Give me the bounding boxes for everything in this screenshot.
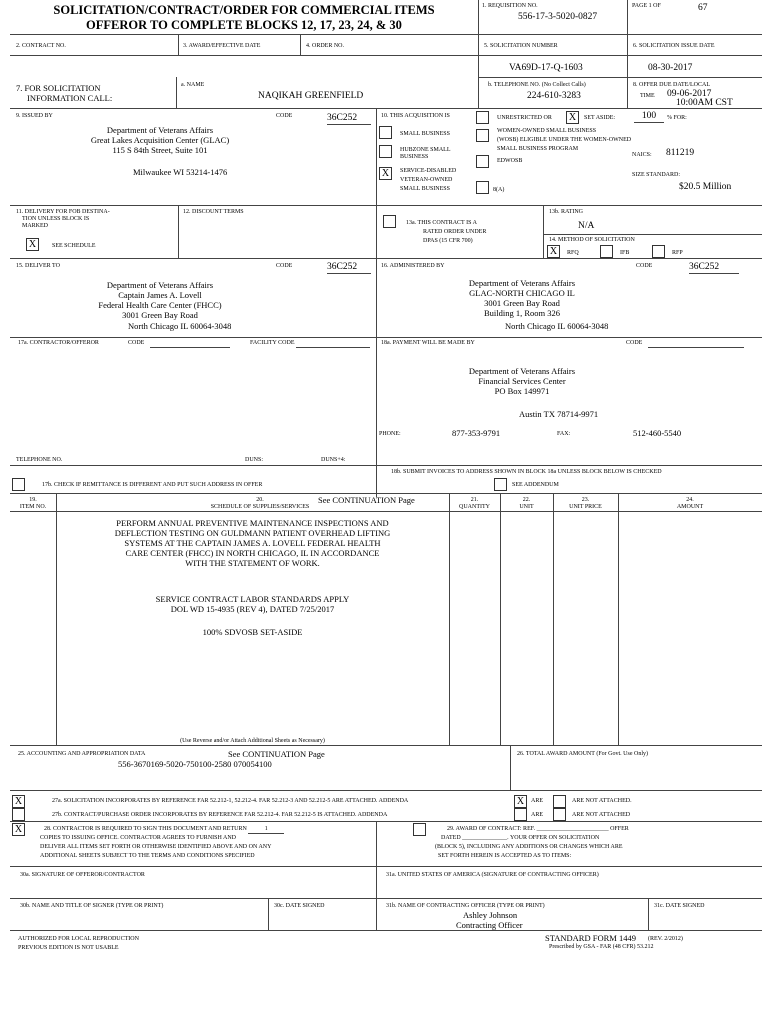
col-item-no-header — [10, 497, 56, 511]
28-copies[interactable]: 1 — [248, 826, 284, 834]
payment-code-label: CODE — [626, 340, 643, 346]
administered-by-line1: Department of Veterans Affairs — [468, 278, 576, 288]
deliver-to-line3: Federal Health Care Center (FHCC) — [98, 300, 222, 310]
issued-by-code-label: CODE — [276, 113, 293, 119]
28-line1-text: 28. CONTRACTOR IS REQUIRED TO SIGN THIS DOCUMENT AND RETURN — [44, 826, 249, 832]
footer-prescribed: Prescribed by GSA - FAR (48 CFR) 53.212 — [549, 944, 654, 950]
issue-date-value[interactable]: 08-30-2017 — [648, 63, 693, 73]
form-title — [10, 3, 478, 33]
schedule-reverse-note: (Use Reverse and/or Attach Additional Sheets as Necessary) — [180, 738, 325, 744]
page-total: 67 — [698, 3, 708, 13]
administered-by-code[interactable]: 36C252 — [689, 262, 739, 274]
offeror-date-label: 30c. DATE SIGNED — [274, 903, 325, 909]
order-no-label: 4. ORDER NO. — [306, 43, 345, 49]
sdvosb-label-3: SMALL BUSINESS — [400, 186, 450, 192]
administered-by-line3: 3001 Green Bay Road — [484, 298, 560, 308]
delivery-fob-label-3: MARKED — [22, 223, 49, 229]
wosb-label-2: (WOSB) ELIGIBLE UNDER THE WOMEN-OWNED — [497, 137, 632, 143]
27b-are-not-label: ARE NOT ATTACHED — [572, 812, 631, 818]
col-unit-price-num: 23. — [581, 497, 590, 503]
edwosb-label: EDWOSB — [497, 158, 523, 164]
signer-name-label: 30b. NAME AND TITLE OF SIGNER (TYPE OR PRINT) — [20, 903, 164, 909]
deliver-to-line2: Captain James A. Lovell — [118, 290, 202, 300]
deliver-to-label: 15. DELIVER TO — [16, 263, 60, 269]
27b-are-not-checkbox[interactable] — [553, 808, 566, 821]
accounting-continuation: See CONTINUATION Page — [228, 749, 325, 759]
form-title-line2: OFFEROR TO COMPLETE BLOCKS 12, 17, 23, 24, & 30 — [86, 18, 402, 32]
deliver-to-line4: 3001 Green Bay Road — [122, 310, 198, 320]
unrestricted-checkbox[interactable] — [476, 111, 489, 124]
footer-rev: (REV. 2/2012) — [648, 936, 683, 942]
signature-offeror-label: 30a. SIGNATURE OF OFFEROR/CONTRACTOR — [20, 872, 145, 878]
set-aside-checkbox[interactable]: X — [566, 111, 579, 124]
set-aside-for-label: % FOR: — [667, 115, 687, 121]
discount-terms-label: 12. DISCOUNT TERMS — [183, 209, 244, 215]
duns4-label: DUNS+4: — [321, 457, 346, 463]
28-line1 — [44, 826, 284, 834]
co-name-label: 31b. NAME OF CONTRACTING OFFICER (TYPE OR PRINT) — [386, 903, 545, 909]
method-label: 14. METHOD OF SOLICITATION — [549, 237, 635, 243]
27a-are-not-label: ARE NOT ATTACHED. — [572, 798, 632, 804]
edwosb-checkbox[interactable] — [476, 155, 489, 168]
schedule-description — [56, 518, 449, 568]
see-schedule-label: SEE SCHEDULE — [52, 243, 96, 249]
27b-label: 27b. CONTRACT/PURCHASE ORDER INCORPORATES BY REFERENCE FAR 52.212-4. FAR 52.212-5 IS ATTACHED. ADDENDA — [52, 812, 388, 818]
facility-code-label: FACILITY CODE — [250, 340, 295, 346]
see-addendum-checkbox[interactable] — [494, 478, 507, 491]
rated-order-checkbox[interactable] — [383, 215, 396, 228]
footer-form-name: STANDARD FORM 1449 — [545, 933, 636, 943]
issued-by-code[interactable]: 36C252 — [327, 113, 371, 125]
27a-label: 27a. SOLICITATION INCORPORATES BY REFERENCE FAR 52.212-1, 52.212-4. FAR 52.212-3 AND 52.212-5 ARE ATTACHED. ADDENDA — [52, 798, 409, 804]
rfp-label: RFP — [672, 250, 683, 256]
payment-phone-value[interactable]: 877-353-9791 — [452, 428, 501, 438]
deliver-to-code-label: CODE — [276, 263, 293, 269]
col-unit-header — [500, 497, 553, 511]
wosb-label-1: WOMEN-OWNED SMALL BUSINESS — [497, 128, 597, 134]
footer-auth-line2: PREVIOUS EDITION IS NOT USABLE — [18, 945, 119, 951]
delivery-fob-label-2: TION UNLESS BLOCK IS — [22, 216, 90, 222]
hubzone-label-1: HUBZONE SMALL — [400, 147, 451, 153]
wosb-checkbox[interactable] — [476, 129, 489, 142]
co-title: Contracting Officer — [456, 920, 523, 930]
sdvosb-checkbox[interactable]: X — [379, 167, 392, 180]
schedule-desc-line6: SERVICE CONTRACT LABOR STANDARDS APPLY — [155, 594, 350, 604]
accounting-value[interactable]: 556-3670169-5020-750100-2580 070054100 — [118, 759, 272, 769]
payment-label: 18a. PAYMENT WILL BE MADE BY — [381, 340, 475, 346]
col-quantity-label: QUANTITY — [459, 504, 490, 510]
administered-by-line4: Building 1, Room 326 — [483, 308, 561, 318]
col-unit-label: UNIT — [519, 504, 534, 510]
rfp-checkbox[interactable] — [652, 245, 665, 258]
rated-order-label-2: RATED ORDER UNDER — [423, 229, 487, 235]
col-quantity-num: 21. — [470, 497, 479, 503]
wosb-label-3: SMALL BUSINESS PROGRAM — [497, 146, 579, 152]
footer-auth-line1: AUTHORIZED FOR LOCAL REPRODUCTION — [18, 936, 139, 942]
28-line2: COPIES TO ISSUING OFFICE. CONTRACTOR AGREES TO FURNISH AND — [40, 835, 236, 841]
rfq-checkbox[interactable]: X — [547, 245, 560, 258]
payment-line1: Department of Veterans Affairs — [468, 366, 576, 376]
total-award-label: 26. TOTAL AWARD AMOUNT (For Govt. Use Only) — [517, 751, 648, 757]
co-name: Ashley Johnson — [463, 910, 518, 920]
contract-no-label: 2. CONTRACT NO. — [16, 43, 66, 49]
see-addendum-label: SEE ADDENDUM — [512, 482, 559, 488]
27a-checkbox[interactable]: X — [12, 795, 25, 808]
contractor-code-label: CODE — [128, 340, 145, 346]
solicitation-number-value[interactable]: VA69D-17-Q-1603 — [509, 63, 583, 73]
small-business-checkbox[interactable] — [379, 126, 392, 139]
submit-invoices-label: 18b. SUBMIT INVOICES TO ADDRESS SHOWN IN BLOCK 18a UNLESS BLOCK BELOW IS CHECKED — [391, 469, 662, 475]
eight-a-label: 8(A) — [493, 187, 505, 193]
form-title-line1: SOLICITATION/CONTRACT/ORDER FOR COMMERCIAL ITEMS — [53, 3, 435, 17]
28-line4: ADDITIONAL SHEETS SUBJECT TO THE TERMS AND CONDITIONS SPECIFIED — [40, 853, 255, 859]
requisition-value[interactable]: 556-17-3-5020-0827 — [518, 12, 598, 22]
schedule-desc-line1: PERFORM ANNUAL PREVENTIVE MAINTENANCE INSPECTIONS AND — [116, 518, 389, 528]
schedule-desc-line3: SYSTEMS AT THE CAPTAIN JAMES A. LOVELL FEDERAL HEALTH — [124, 538, 381, 548]
col-supplies-num: 20. — [256, 497, 264, 503]
28-checkbox[interactable]: X — [12, 823, 25, 836]
acquisition-label: 10. THIS ACQUISITION IS — [381, 113, 450, 119]
col-amount-label: AMOUNT — [676, 504, 704, 510]
offer-due-time-label: TIME — [640, 93, 655, 99]
issued-by-line1: Department of Veterans Affairs — [106, 125, 214, 135]
solicitation-number-label: 5. SOLICITATION NUMBER — [484, 43, 558, 49]
col-item-no-label: ITEM NO. — [19, 504, 47, 510]
offer-due-date[interactable]: 09-06-2017 — [667, 89, 712, 99]
payment-fax-value[interactable]: 512-460-5540 — [633, 428, 682, 438]
requisition-label: 1. REQUISITION NO. — [482, 3, 538, 9]
29-line1: 29. AWARD OF CONTRACT: REF. ________________________ OFFER — [447, 826, 629, 832]
schedule-labor-standards — [56, 594, 449, 614]
signature-co-label: 31a. UNITED STATES OF AMERICA (SIGNATURE OF CONTRACTING OFFICER) — [386, 872, 599, 878]
deliver-to-code[interactable]: 36C252 — [327, 262, 371, 274]
contact-phone-value[interactable]: 224-610-3283 — [527, 91, 581, 101]
col-unit-price-header — [553, 497, 618, 511]
set-aside-percent[interactable]: 100 — [634, 111, 664, 123]
issued-by-line3: 115 S 84th Street, Suite 101 — [112, 145, 208, 155]
contractor-phone-label: TELEPHONE NO. — [16, 457, 63, 463]
sdvosb-label-1: SERVICE-DISABLED — [400, 168, 457, 174]
col-item-no-num: 19. — [29, 497, 37, 503]
administered-by-line2: GLAC-NORTH CHICAGO IL — [469, 288, 575, 298]
contact-name-value[interactable]: NAQIKAH GREENFIELD — [258, 91, 364, 101]
naics-label: NAICS: — [632, 152, 652, 158]
payment-line4: Austin TX 78714-9971 — [519, 409, 599, 419]
schedule-desc-line4: CARE CENTER (FHCC) IN NORTH CHICAGO, IL IN ACCORDANCE — [125, 548, 380, 558]
27b-are-checkbox[interactable] — [514, 808, 527, 821]
duns-label: DUNS: — [245, 457, 264, 463]
offer-due-time[interactable]: 10:00AM CST — [676, 98, 733, 108]
rated-order-label-3: DPAS (15 CFR 700) — [423, 238, 473, 244]
col-supplies-label: SCHEDULE OF SUPPLIES/SERVICES — [210, 504, 310, 510]
27a-are-checkbox[interactable]: X — [514, 795, 527, 808]
see-schedule-checkbox[interactable]: X — [26, 238, 39, 251]
col-amount-header — [618, 497, 762, 511]
size-standard-label: SIZE STANDARD: — [632, 172, 681, 178]
accounting-label: 25. ACCOUNTING AND APPROPRIATION DATA — [18, 751, 146, 757]
award-date-label: 3. AWARD/EFFECTIVE DATE — [183, 43, 261, 49]
contact-phone-label: b. TELEPHONE NO. (No Collect Calls) — [488, 82, 586, 88]
payment-address — [392, 366, 652, 396]
29-line2: DATED _______________. YOUR OFFER ON SOLICITATION — [441, 835, 600, 841]
remittance-label: 17b. CHECK IF REMITTANCE IS DIFFERENT AND PUT SUCH ADDRESS IN OFFER — [42, 482, 263, 488]
payment-fax-label: FAX: — [557, 431, 571, 437]
administered-by-line5: North Chicago IL 60064-3048 — [505, 321, 609, 331]
col-amount-num: 24. — [686, 497, 694, 503]
contractor-label: 17a. CONTRACTOR/OFFEROR — [18, 340, 99, 346]
issued-by-label: 9. ISSUED BY — [16, 113, 53, 119]
rating-value[interactable]: N/A — [578, 221, 595, 231]
offer-due-label: 8. OFFER DUE DATE/LOCAL — [633, 82, 711, 88]
administered-by-label: 16. ADMINISTERED BY — [381, 263, 445, 269]
27a-are-label: ARE — [531, 798, 543, 804]
ifb-label: IFB — [620, 250, 630, 256]
issued-by-address — [10, 125, 310, 155]
size-standard-value[interactable]: $20.5 Million — [679, 182, 732, 192]
schedule-desc-line8: 100% SDVOSB SET-ASIDE — [202, 627, 303, 637]
27b-are-label: ARE — [531, 812, 543, 818]
deliver-to-address — [10, 280, 310, 320]
page-label: PAGE 1 OF — [632, 3, 661, 9]
col-quantity-header — [449, 497, 500, 511]
remittance-checkbox[interactable] — [12, 478, 25, 491]
issued-by-line2: Great Lakes Acquisition Center (GLAC) — [90, 135, 230, 145]
29-checkbox[interactable] — [413, 823, 426, 836]
schedule-desc-line7: DOL WD 15-4935 (REV 4), DATED 7/25/2017 — [170, 604, 335, 614]
small-business-label: SMALL BUSINESS — [400, 131, 450, 137]
27a-are-not-checkbox[interactable] — [553, 795, 566, 808]
co-date-label: 31c. DATE SIGNED — [654, 903, 705, 909]
schedule-desc-line2: DEFLECTION TESTING ON GULDMANN PATIENT OVERHEAD LIFTING — [114, 528, 391, 538]
set-aside-label: SET ASIDE: — [584, 115, 616, 121]
naics-value[interactable]: 811219 — [666, 148, 695, 158]
rfq-label: RFQ — [567, 250, 579, 256]
sdvosb-label-2: VETERAN-OWNED — [400, 177, 453, 183]
contact-name-label: a. NAME — [181, 82, 205, 88]
eight-a-checkbox[interactable] — [476, 181, 489, 194]
col-unit-price-label: UNIT PRICE — [569, 504, 602, 510]
schedule-desc-line5: WITH THE STATEMENT OF WORK. — [185, 558, 320, 568]
payment-line2: Financial Services Center — [478, 376, 566, 386]
payment-phone-label: PHONE: — [379, 431, 401, 437]
issued-by-line4: Milwaukee WI 53214-1476 — [133, 167, 228, 177]
deliver-to-line5: North Chicago IL 60064-3048 — [128, 321, 232, 331]
29-line3: (BLOCK 5), INCLUDING ANY ADDITIONS OR CHANGES WHICH ARE — [435, 844, 623, 850]
deliver-to-line1: Department of Veterans Affairs — [106, 280, 214, 290]
col-unit-num: 22. — [522, 497, 531, 503]
unrestricted-label: UNRESTRICTED OR — [497, 115, 552, 121]
27b-checkbox[interactable] — [12, 808, 25, 821]
payment-line3: PO Box 149971 — [494, 386, 550, 396]
rating-label: 13b. RATING — [549, 209, 583, 215]
administered-by-code-label: CODE — [636, 263, 653, 269]
info-call-label-2: INFORMATION CALL: — [27, 93, 113, 103]
29-line4: SET FORTH HEREIN IS ACCEPTED AS TO ITEMS: — [438, 853, 572, 859]
delivery-fob-label-1: 11. DELIVERY FOR FOB DESTINA- — [16, 209, 110, 215]
administered-by-address — [392, 278, 652, 318]
hubzone-checkbox[interactable] — [379, 145, 392, 158]
schedule-continuation: See CONTINUATION Page — [318, 495, 415, 505]
28-line3: DELIVER ALL ITEMS SET FORTH OR OTHERWISE IDENTIFIED ABOVE AND ON ANY — [40, 844, 272, 850]
issue-date-label: 6. SOLICITATION ISSUE DATE — [633, 43, 715, 49]
rated-order-label-1: 13a. THIS CONTRACT IS A — [406, 220, 477, 226]
ifb-checkbox[interactable] — [600, 245, 613, 258]
hubzone-label-2: BUSINESS — [400, 154, 429, 160]
info-call-label-1: 7. FOR SOLICITATION — [16, 83, 101, 93]
